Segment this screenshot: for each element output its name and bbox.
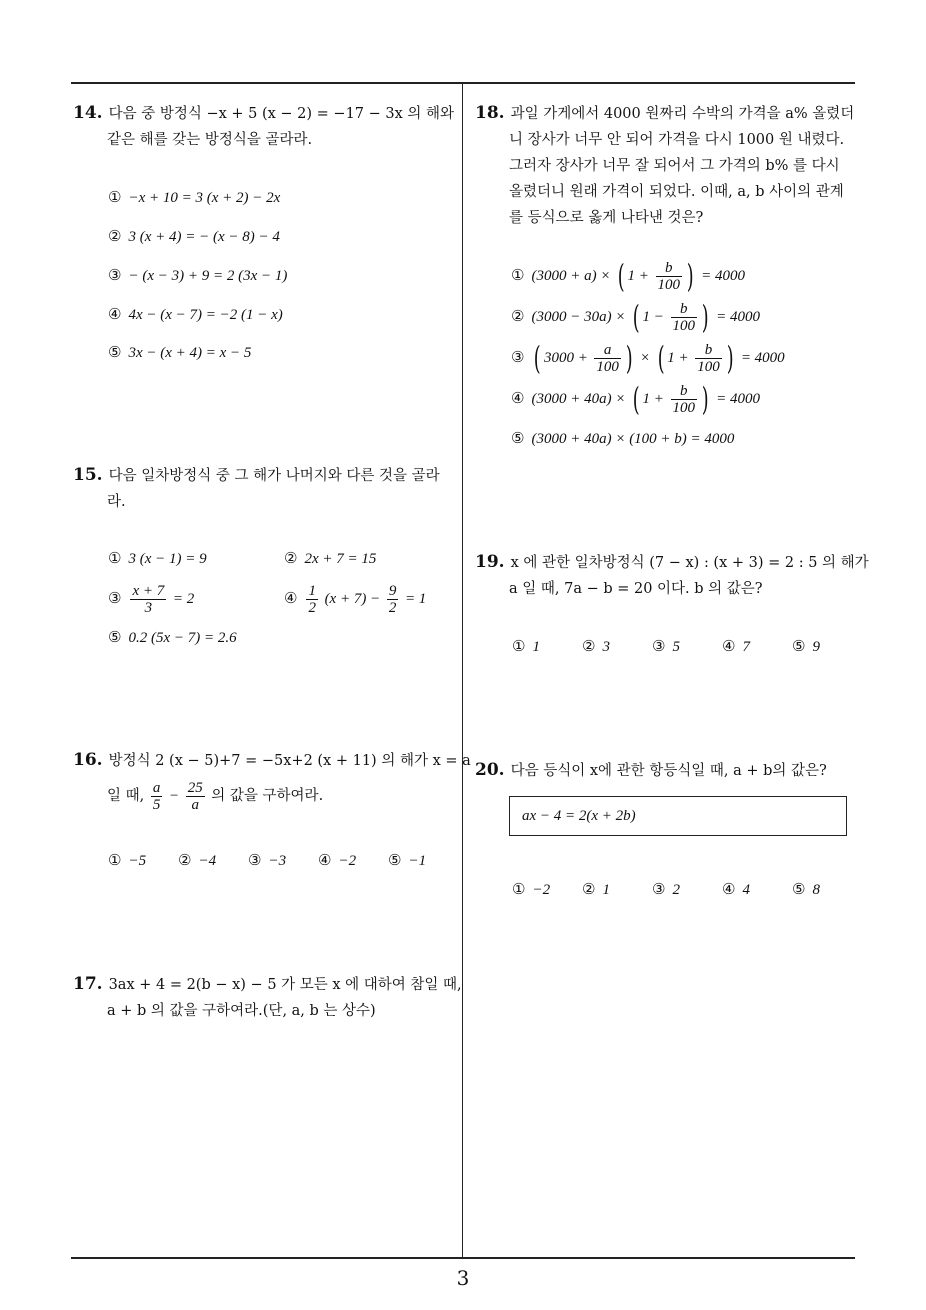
option-3[interactable]: ③ −3 [248, 851, 287, 869]
option-5[interactable]: ⑤ (3000 + 40a) × (100 + b) = 4000 [511, 429, 735, 447]
option-4[interactable]: ④ 4 [722, 880, 750, 898]
option-1[interactable]: ① −2 [512, 880, 551, 898]
top-rule [71, 82, 855, 84]
fraction: $\frac{x + 7}{3}$ [132, 582, 165, 616]
question-18: 18. 과일 가게에서 4000 원짜리 수박의 가격을 a% 올렸더 니 장사가 너무 안 되어 가격을 다시 1000 원 내렸다. 그러자 장사가 너무 잘 되어서 그 가격의 b% 를 다시 올렸더니 원래 가격이 되었다. 이때, a, b 사이의 관계 를 등식으로 옳게 나타낸 것은? [475, 103, 855, 226]
question-number: 14. [73, 103, 103, 123]
option-1[interactable]: ① 3 (x − 1) = 9 [108, 549, 207, 567]
option-3[interactable]: ③ 5 [652, 637, 680, 655]
question-14 [73, 100, 454, 153]
option-1[interactable]: ① 1 [512, 637, 540, 655]
fraction: $\frac{b}{100}$ [672, 382, 696, 416]
option-4[interactable]: ④ $\frac{1}{2}$ (x + 7) − $\frac{9}{2}$ = 1 [284, 582, 427, 616]
fraction: $\frac{a}{5}$ [152, 779, 161, 813]
fraction: $\frac{a}{100}$ [596, 341, 619, 375]
equation-box: ax − 4 = 2(x + 2b) [509, 796, 847, 836]
bottom-rule [71, 1257, 855, 1259]
fraction: $\frac{b}{100}$ [672, 300, 696, 334]
option-5[interactable]: ⑤ 0.2 (5x − 7) = 2.6 [108, 628, 237, 646]
question-text: 다음 일차방정식 중 그 해가 나머지와 다른 것을 골라 [108, 468, 440, 484]
option-3[interactable]: ③ − (x − 3) + 9 = 2 (3x − 1) [108, 266, 288, 284]
question-19: 19. x 에 관한 일차방정식 (7 − x) : (x + 3) = 2 : 5 의 해가 a 일 때, 7a − b = 20 이다. b 의 값은? [475, 552, 869, 597]
fraction: $\frac{b}{100}$ [657, 259, 681, 293]
column-divider [462, 82, 463, 1258]
question-text: 과일 가게에서 4000 원짜리 수박의 가격을 a% 올렸더 [510, 106, 855, 122]
option-2[interactable]: ② −4 [178, 851, 217, 869]
option-1[interactable]: ① −5 [108, 851, 147, 869]
question-15 [73, 462, 440, 515]
option-3[interactable]: ③ 2 [652, 880, 680, 898]
fraction: $\frac{25}{a}$ [187, 779, 203, 813]
option-5[interactable]: ⑤ 3x − (x + 4) = x − 5 [108, 343, 252, 361]
page-number: 3 [456, 1266, 470, 1290]
option-3[interactable]: ③ $\frac{x + 7}{3}$ = 2 [108, 582, 195, 616]
option-5[interactable]: ⑤ −1 [388, 851, 427, 869]
question-text: 3ax + 4 = 2(b − x) − 5 가 모든 x 에 대하여 참일 때, [108, 977, 462, 993]
question-number: 18. [475, 103, 505, 123]
question-number: 19. [475, 552, 505, 572]
option-4[interactable]: ④ 4x − (x − 7) = −2 (1 − x) [108, 305, 283, 323]
option-2[interactable]: ② 3 (x + 4) = − (x − 8) − 4 [108, 227, 280, 245]
question-text: 다음 등식이 x에 관한 항등식일 때, a + b의 값은? [510, 763, 827, 779]
option-3[interactable]: ③ ( 3000 + $\frac{a}{100}$ ) × ( 1 + $\frac{b}{100}$ ) = 4000 [511, 339, 785, 377]
question-text: 다음 중 방정식 −x + 5 (x − 2) = −17 − 3x 의 해와 [108, 106, 455, 122]
fraction: $\frac{b}{100}$ [697, 341, 720, 375]
question-text: x 에 관한 일차방정식 (7 − x) : (x + 3) = 2 : 5 의 해가 [510, 555, 869, 571]
question-text: 방정식 2 (x − 5)+7 = −5x+2 (x + 11) 의 해가 x = a [108, 753, 471, 769]
fraction: $\frac{9}{2}$ [388, 582, 397, 616]
option-4[interactable]: ④ (3000 + 40a) × ( 1 + $\frac{b}{100}$ ) = 4000 [511, 380, 760, 418]
option-5[interactable]: ⑤ 8 [792, 880, 820, 898]
option-2[interactable]: ② 3 [582, 637, 610, 655]
option-1[interactable]: ① (3000 + a) × ( 1 + $\frac{b}{100}$ ) = 4000 [511, 257, 745, 295]
question-17 [73, 971, 462, 1024]
question-20 [475, 757, 827, 784]
question-text-cont: a + b 의 값을 구하여라.(단, a, b 는 상수) [107, 1003, 376, 1019]
fraction: $\frac{1}{2}$ [308, 582, 316, 616]
option-4[interactable]: ④ −2 [318, 851, 357, 869]
question-number: 15. [73, 465, 103, 485]
option-5[interactable]: ⑤ 9 [792, 637, 820, 655]
question-number: 20. [475, 760, 505, 780]
option-2[interactable]: ② 2x + 7 = 15 [284, 549, 377, 567]
option-1[interactable]: ① −x + 10 = 3 (x + 2) − 2x [108, 188, 281, 206]
question-text-cont: 라. [107, 494, 126, 510]
option-2[interactable]: ② (3000 − 30a) × ( 1 − $\frac{b}{100}$ ) = 4000 [511, 298, 760, 336]
question-number: 17. [73, 974, 103, 994]
question-16: 16. 방정식 2 (x − 5)+7 = −5x+2 (x + 11) 의 해가 x = a 일 때, $\frac{a}{5}$ − $\frac{25}{a}$ 의 값을 구하여라. [73, 750, 471, 813]
option-2[interactable]: ② 1 [582, 880, 610, 898]
question-number: 16. [73, 750, 103, 770]
question-text-cont: 같은 해를 갖는 방정식을 골라라. [107, 132, 313, 148]
option-4[interactable]: ④ 7 [722, 637, 750, 655]
